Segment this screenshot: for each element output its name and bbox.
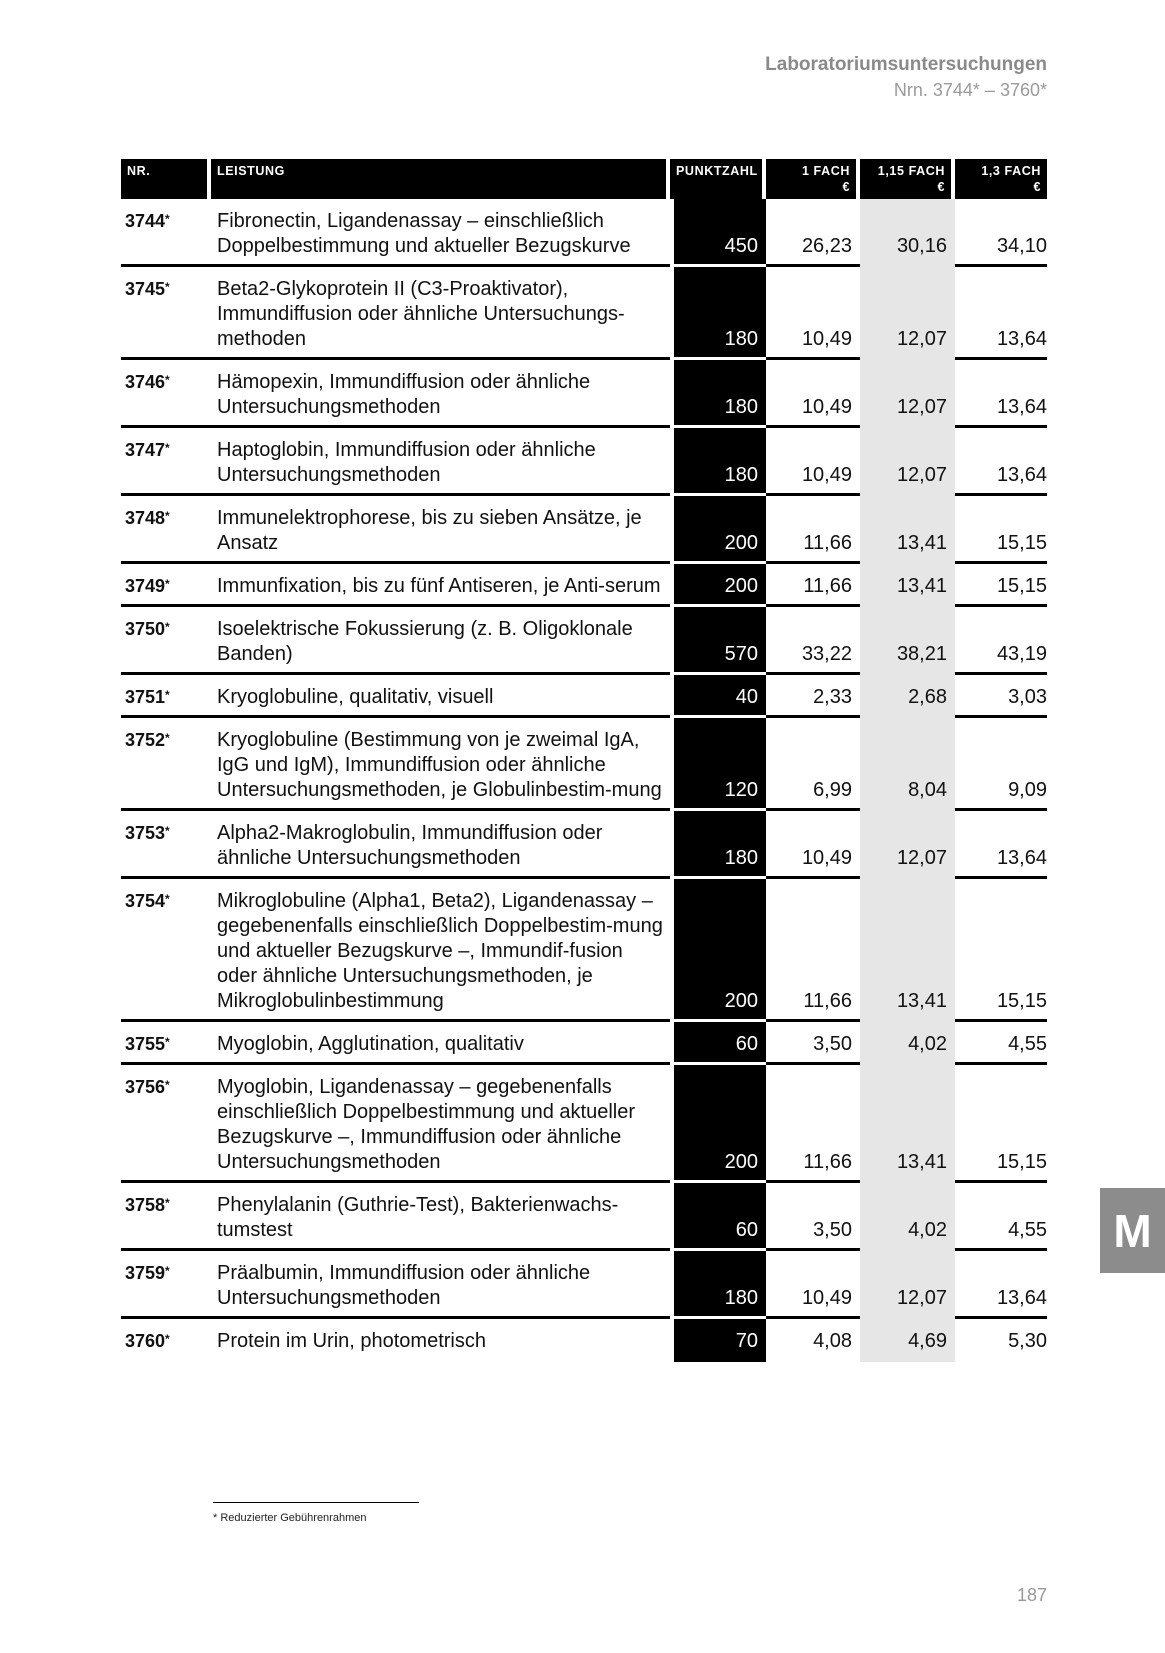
cell-leistung: Präalbumin, Immundiffusion oder ähnliche Untersuchungsmethoden — [211, 1251, 670, 1319]
table-row — [121, 1065, 1047, 1183]
item-number: 3756 — [125, 1077, 166, 1097]
fee-table — [121, 159, 1047, 1362]
table-row — [121, 496, 1047, 564]
table-row — [121, 607, 1047, 675]
cell-leistung: Myoglobin, Agglutination, qualitativ — [211, 1022, 670, 1065]
cell-13fach: 34,10 — [955, 199, 1047, 267]
item-number: 3747 — [125, 440, 166, 460]
reduced-marker: * — [165, 1264, 170, 1278]
footnote: * Reduzierter Gebührenrahmen — [213, 1512, 367, 1524]
cell-1fach: 2,33 — [766, 675, 860, 718]
cell-leistung: Kryoglobuline, qualitativ, visuell — [211, 675, 670, 718]
cell-115fach: 12,07 — [860, 1251, 955, 1319]
cell-13fach: 4,55 — [955, 1183, 1047, 1251]
cell-nr — [121, 360, 211, 428]
cell-nr — [121, 267, 211, 360]
table-row — [121, 360, 1047, 428]
reduced-marker: * — [165, 373, 170, 387]
section-title: Laboratoriumsuntersuchungen — [765, 54, 1047, 75]
reduced-marker: * — [165, 1035, 170, 1049]
cell-nr — [121, 1183, 211, 1251]
cell-nr — [121, 607, 211, 675]
cell-115fach: 4,02 — [860, 1183, 955, 1251]
cell-13fach: 13,64 — [955, 360, 1047, 428]
cell-punktzahl: 120 — [670, 718, 766, 811]
cell-nr — [121, 1022, 211, 1065]
cell-13fach: 13,64 — [955, 811, 1047, 879]
item-number: 3748 — [125, 508, 166, 528]
cell-leistung: Kryoglobuline (Bestimmung von je zweimal IgA, IgG und IgM), Immundiffusion oder ähnliche Untersuchungsmethoden, je Globulinbestim-mung — [211, 718, 670, 811]
cell-13fach: 43,19 — [955, 607, 1047, 675]
cell-115fach: 13,41 — [860, 1065, 955, 1183]
running-header — [765, 52, 1047, 102]
cell-115fach: 13,41 — [860, 496, 955, 564]
cell-1fach: 10,49 — [766, 267, 860, 360]
reduced-marker: * — [165, 212, 170, 226]
cell-13fach: 15,15 — [955, 564, 1047, 607]
cell-115fach: 13,41 — [860, 564, 955, 607]
cell-13fach: 15,15 — [955, 1065, 1047, 1183]
cell-leistung: Beta2-Glykoprotein II (C3-Proaktivator), Immundiffusion oder ähnliche Untersuchungs-methoden — [211, 267, 670, 360]
reduced-marker: * — [165, 441, 170, 455]
reduced-marker: * — [165, 280, 170, 294]
cell-1fach: 6,99 — [766, 718, 860, 811]
cell-nr — [121, 1065, 211, 1183]
table-row — [121, 564, 1047, 607]
table-row — [121, 199, 1047, 267]
cell-leistung: Fibronectin, Ligandenassay – einschließlich Doppelbestimmung und aktueller Bezugskurve — [211, 199, 670, 267]
table-row — [121, 811, 1047, 879]
cell-nr — [121, 1251, 211, 1319]
item-number: 3758 — [125, 1195, 166, 1215]
reduced-marker: * — [165, 688, 170, 702]
cell-1fach: 10,49 — [766, 360, 860, 428]
cell-115fach: 12,07 — [860, 360, 955, 428]
cell-13fach: 15,15 — [955, 496, 1047, 564]
cell-punktzahl: 180 — [670, 267, 766, 360]
cell-nr — [121, 428, 211, 496]
cell-115fach: 4,02 — [860, 1022, 955, 1065]
cell-nr — [121, 1319, 211, 1362]
col-header-1fach: 1 FACH € — [766, 159, 860, 199]
cell-punktzahl: 180 — [670, 811, 766, 879]
table-row — [121, 1319, 1047, 1362]
cell-13fach: 13,64 — [955, 428, 1047, 496]
table-row — [121, 675, 1047, 718]
reduced-marker: * — [165, 824, 170, 838]
cell-punktzahl: 60 — [670, 1022, 766, 1065]
cell-nr — [121, 879, 211, 1022]
cell-115fach: 12,07 — [860, 428, 955, 496]
table-row — [121, 267, 1047, 360]
cell-1fach: 11,66 — [766, 1065, 860, 1183]
reduced-marker: * — [165, 509, 170, 523]
table-row — [121, 1022, 1047, 1065]
cell-leistung: Protein im Urin, photometrisch — [217, 1330, 486, 1352]
item-number: 3753 — [125, 823, 166, 843]
cell-1fach: 33,22 — [766, 607, 860, 675]
cell-leistung: Immunelektrophorese, bis zu sieben Ansätze, je Ansatz — [211, 496, 670, 564]
cell-1fach: 10,49 — [766, 1251, 860, 1319]
chapter-tab: M — [1100, 1188, 1165, 1273]
col-header-punktzahl: PUNKTZAHL — [670, 159, 766, 199]
cell-1fach: 11,66 — [766, 496, 860, 564]
cell-punktzahl: 180 — [670, 360, 766, 428]
reduced-marker: * — [165, 892, 170, 906]
cell-1fach: 3,50 — [766, 1022, 860, 1065]
reduced-marker: * — [165, 731, 170, 745]
cell-13fach: 15,15 — [955, 879, 1047, 1022]
section-range: Nrn. 3744* – 3760* — [893, 80, 1047, 100]
reduced-marker: * — [165, 620, 170, 634]
table-row — [121, 1251, 1047, 1319]
table-row — [121, 718, 1047, 811]
cell-leistung: Isoelektrische Fokussierung (z. B. Oligoklonale Banden) — [211, 607, 670, 675]
cell-punktzahl: 570 — [670, 607, 766, 675]
cell-leistung: Haptoglobin, Immundiffusion oder ähnliche Untersuchungsmethoden — [211, 428, 670, 496]
reduced-marker: * — [165, 1196, 170, 1210]
cell-leistung: Mikroglobuline (Alpha1, Beta2), Ligandenassay – gegebenenfalls einschließlich Doppelbestim-mung und aktueller Bezugskurve –, Immundif-fusion oder ähnliche Untersuchungsmethoden, je Mikroglobulinbestimmung — [211, 879, 670, 1022]
cell-punktzahl: 200 — [670, 496, 766, 564]
cell-115fach: 12,07 — [860, 811, 955, 879]
cell-punktzahl: 200 — [670, 879, 766, 1022]
cell-13fach: 4,55 — [955, 1022, 1047, 1065]
item-number: 3749 — [125, 576, 166, 596]
cell-1fach: 26,23 — [766, 199, 860, 267]
cell-115fach: 13,41 — [860, 879, 955, 1022]
footnote-rule — [213, 1502, 419, 1503]
col-header-115fach: 1,15 FACH € — [860, 159, 955, 199]
item-number: 3745 — [125, 279, 166, 299]
cell-punktzahl: 180 — [670, 428, 766, 496]
cell-115fach: 12,07 — [860, 267, 955, 360]
page-number: 187 — [1016, 1585, 1047, 1605]
cell-115fach: 38,21 — [860, 607, 955, 675]
cell-leistung: Immunfixation, bis zu fünf Antiseren, je Anti-serum — [211, 564, 670, 607]
cell-punktzahl: 200 — [670, 1065, 766, 1183]
item-number: 3744 — [125, 211, 166, 231]
reduced-marker: * — [165, 1078, 170, 1092]
table-row — [121, 1183, 1047, 1251]
cell-115fach: 30,16 — [860, 199, 955, 267]
cell-punktzahl: 200 — [670, 564, 766, 607]
cell-1fach: 10,49 — [766, 811, 860, 879]
reduced-marker: * — [165, 577, 170, 591]
cell-punktzahl: 180 — [670, 1251, 766, 1319]
cell-leistung: Alpha2-Makroglobulin, Immundiffusion oder ähnliche Untersuchungsmethoden — [211, 811, 670, 879]
cell-115fach: 8,04 — [860, 718, 955, 811]
cell-115fach: 2,68 — [860, 675, 955, 718]
cell-1fach: 11,66 — [766, 564, 860, 607]
cell-leistung: Hämopexin, Immundiffusion oder ähnliche Untersuchungsmethoden — [211, 360, 670, 428]
item-number: 3752 — [125, 730, 166, 750]
item-number: 3754 — [125, 891, 166, 911]
cell-nr — [121, 496, 211, 564]
item-number: 3750 — [125, 619, 166, 639]
table-row — [121, 428, 1047, 496]
cell-nr — [121, 199, 211, 267]
col-header-13fach: 1,3 FACH € — [955, 159, 1047, 199]
cell-nr — [121, 718, 211, 811]
cell-1fach: 10,49 — [766, 428, 860, 496]
cell-13fach: 3,03 — [955, 675, 1047, 718]
reduced-marker: * — [165, 1332, 170, 1346]
cell-13fach: 13,64 — [955, 267, 1047, 360]
item-number: 3751 — [125, 687, 166, 707]
table-header-row — [121, 159, 1047, 199]
cell-13fach: 5,30 — [1008, 1330, 1047, 1352]
cell-13fach: 13,64 — [955, 1251, 1047, 1319]
table-row — [121, 879, 1047, 1022]
item-number: 3759 — [125, 1263, 166, 1283]
cell-nr — [121, 811, 211, 879]
cell-leistung: Phenylalanin (Guthrie-Test), Bakterienwachs-tumstest — [211, 1183, 670, 1251]
cell-nr — [121, 675, 211, 718]
cell-1fach: 4,08 — [813, 1330, 852, 1352]
col-header-leistung: LEISTUNG — [211, 159, 670, 199]
cell-1fach: 3,50 — [766, 1183, 860, 1251]
cell-punktzahl: 60 — [670, 1183, 766, 1251]
item-number: 3760 — [125, 1331, 166, 1351]
cell-1fach: 11,66 — [766, 879, 860, 1022]
cell-punktzahl: 450 — [670, 199, 766, 267]
item-number: 3746 — [125, 372, 166, 392]
cell-nr — [121, 564, 211, 607]
item-number: 3755 — [125, 1034, 166, 1054]
cell-leistung: Myoglobin, Ligandenassay – gegebenenfalls einschließlich Doppelbestimmung und aktueller Bezugskurve –, Immundiffusion oder ähnliche Untersuchungsmethoden — [211, 1065, 670, 1183]
cell-115fach: 4,69 — [860, 1319, 955, 1362]
col-header-nr: NR. — [121, 159, 211, 199]
cell-punktzahl: 70 — [670, 1319, 766, 1362]
cell-13fach: 9,09 — [955, 718, 1047, 811]
cell-punktzahl: 40 — [670, 675, 766, 718]
